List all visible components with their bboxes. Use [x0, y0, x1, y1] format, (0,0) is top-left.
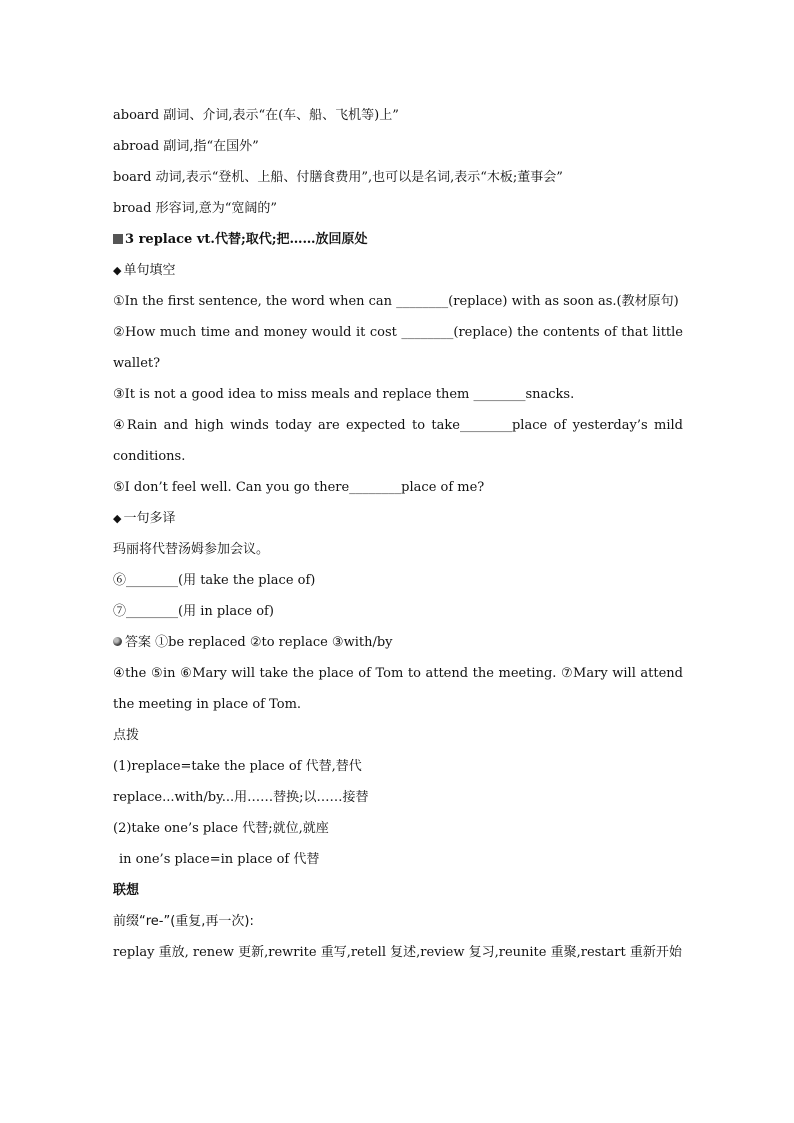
exercise-3: ③It is not a good idea to miss meals and replace them ________snacks. — [113, 387, 575, 402]
diamond-bullet-icon: ◆ — [113, 512, 122, 525]
tip-2: replace...with/by...用……替换;以……接替 — [113, 790, 369, 805]
tip-3: (2)take one’s place 代替;就位,就座 — [113, 821, 329, 836]
exercise-1: ①In the first sentence, the word when can ________(replace) with as soon as.(教材原句) — [113, 294, 679, 309]
answer-line-1 — [113, 627, 683, 658]
note-abroad: abroad 副词,指“在国外” — [113, 139, 259, 154]
section-heading-replace — [113, 224, 683, 255]
section-heading-text: 3 replace vt.代替;取代;把……放回原处 — [125, 232, 368, 247]
translation-sentence: 玛丽将代替汤姆参加会议。 — [113, 542, 270, 557]
prefix-note: 前缀“re-”(重复,再一次): — [113, 914, 254, 929]
square-bullet-icon — [113, 234, 123, 244]
note-aboard: aboard 副词、介词,表示“在(车、船、飞机等)上” — [113, 108, 399, 123]
exercise-5: ⑤I don’t feel well. Can you go there________place of me? — [113, 480, 485, 495]
subheading-translation-text: 一句多译 — [123, 511, 176, 526]
answer-line-1-text: 答案 ①be replaced ②to replace ③with/by — [125, 635, 393, 650]
exercise-2: ②How much time and money would it cost ________(replace) the contents of that little wallet? — [113, 325, 683, 371]
subheading-fill-blank-text: 单句填空 — [123, 263, 176, 278]
answer-line-2: ④the ⑤in ⑥Mary will take the place of Tom to attend the meeting. ⑦Mary will attend the meeting in place of Tom. — [113, 666, 683, 712]
diamond-bullet-icon: ◆ — [113, 264, 122, 277]
association-heading: 联想 — [113, 883, 140, 898]
prefix-examples: replay 重放, renew 更新,rewrite 重写,retell 复述,review 复习,reunite 重聚,restart 重新开始 — [113, 945, 682, 960]
tip-heading: 点拨 — [113, 728, 140, 743]
subheading-translation — [113, 503, 683, 534]
tip-1: (1)replace=take the place of 代替,替代 — [113, 759, 362, 774]
tip-4: in one’s place=in place of 代替 — [119, 852, 320, 867]
exercise-4: ④Rain and high winds today are expected to take________place of yesterday’s mild conditions. — [113, 418, 683, 464]
subheading-fill-blank — [113, 255, 683, 286]
document-page — [113, 100, 683, 968]
note-broad: broad 形容词,意为“宽阔的” — [113, 201, 277, 216]
note-board: board 动词,表示“登机、上船、付膳食费用”,也可以是名词,表示“木板;董事会” — [113, 170, 563, 185]
exercise-6: ⑥________(用 take the place of) — [113, 573, 316, 588]
exercise-7: ⑦________(用 in place of) — [113, 604, 274, 619]
answer-circle-icon — [113, 637, 122, 646]
